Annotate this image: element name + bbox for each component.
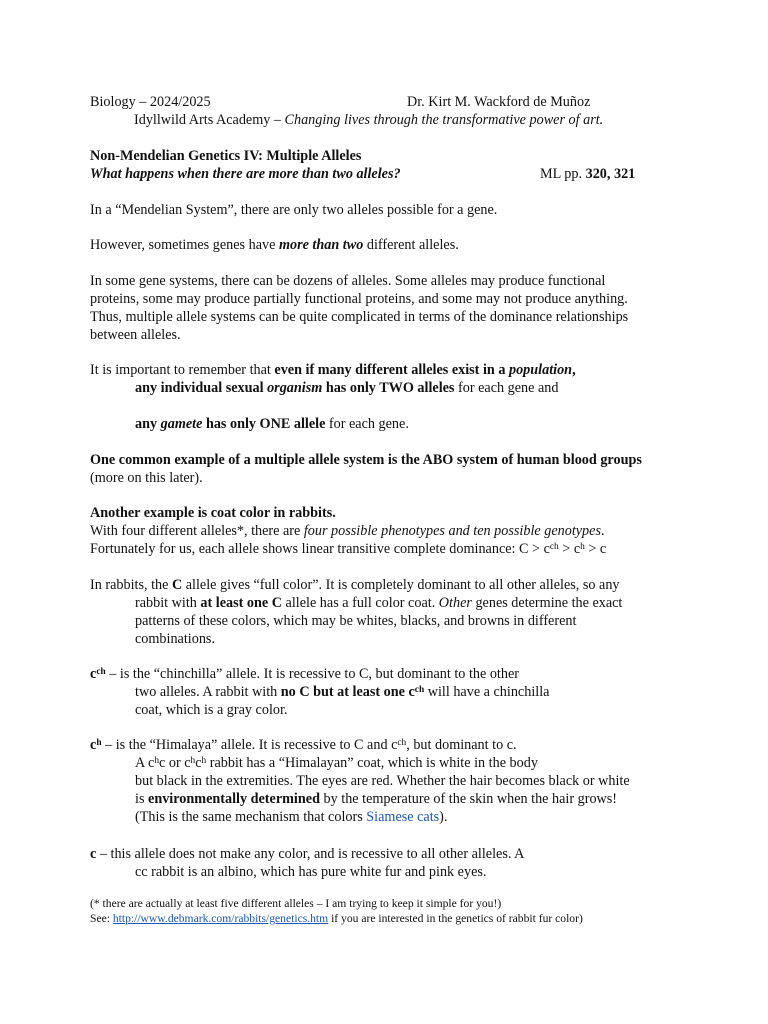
rabbit-line-1: With four different alleles*, there are four possible phenotypes and ten possible genotypes. xyxy=(90,523,605,539)
cch-allele-line-1: $c^{ch}$ – is the “chinchilla” allele. It is recessive to C, but dominant to the other xyxy=(90,666,519,682)
footnote-line-2: See: http://www.debmark.com/rabbits/genetics.htm if you are interested in the genetics of rabbit fur color) xyxy=(90,912,583,925)
siamese-cats-link[interactable]: Siamese cats xyxy=(366,809,440,825)
intro-paragraph-3-line: Thus, multiple allele systems can be quite complicated in terms of the dominance relationships xyxy=(90,309,629,325)
abo-line-2: (more on this later). xyxy=(90,470,203,486)
C-allele-line-2: rabbit with at least one C allele has a full color coat. Other genes determine the exact xyxy=(135,595,623,611)
genetics-link[interactable]: http://www.debmark.com/rabbits/genetics.htm xyxy=(112,912,329,925)
remember-line-3: any gamete has only ONE allele for each gene. xyxy=(135,416,409,432)
cch-allele-line-3: coat, which is a gray color. xyxy=(135,702,288,718)
footnote-line-1: (* there are actually at least five different alleles – I am trying to keep it simple for you!) xyxy=(90,897,502,910)
intro-paragraph-1: In a “Mendelian System”, there are only two alleles possible for a gene. xyxy=(90,202,498,218)
school-line xyxy=(134,111,603,129)
school-motto: Changing lives through the transformative power of art. xyxy=(284,112,604,128)
ch-allele-line-3: but black in the extremities. The eyes are red. Whether the hair becomes black or white xyxy=(135,773,630,789)
cch-allele-line-2: two alleles. A rabbit with no C but at least one $c^{ch}$ will have a chinchilla xyxy=(135,684,550,700)
abo-line-1: One common example of a multiple allele system is the ABO system of human blood groups xyxy=(90,452,642,468)
ch-allele-line-2: A $c^hc$ or $c^hc^h$ rabbit has a “Himalayan” coat, which is white in the body xyxy=(135,755,538,771)
ch-allele-line-5: (This is the same mechanism that colors Siamese cats). xyxy=(135,809,448,825)
teacher-name: Dr. Kirt M. Wackford de Muñoz xyxy=(407,94,591,110)
remember-line-2: any individual sexual organism has only TWO alleles for each gene and xyxy=(135,380,559,396)
remember-line-1: It is important to remember that even if many different alleles exist in a population, xyxy=(90,362,576,378)
intro-paragraph-2: However, sometimes genes have more than two different alleles. xyxy=(90,237,459,253)
rabbit-heading: Another example is coat color in rabbits. xyxy=(90,505,336,521)
C-allele-line-4: combinations. xyxy=(135,631,215,647)
ch-allele-line-1: $c^h$ – is the “Himalaya” allele. It is recessive to C and $c^{ch}$, but dominant to c. xyxy=(90,737,517,753)
c-allele-line-2: cc rabbit is an albino, which has pure white fur and pink eyes. xyxy=(135,864,487,880)
rabbit-dominance-line: Fortunately for us, each allele shows linear transitive complete dominance: $C > c^{ch} > c^h > c$ xyxy=(90,541,607,557)
intro-paragraph-3-line: between alleles. xyxy=(90,327,181,343)
course-label: Biology – 2024/2025 xyxy=(90,94,211,110)
page-reference: ML pp. 320, 321 xyxy=(540,166,636,182)
page-title: Non-Mendelian Genetics IV: Multiple Alleles xyxy=(90,148,362,164)
school-name: Idyllwild Arts Academy – xyxy=(134,112,285,128)
c-allele-line-1: c – this allele does not make any color, and is recessive to all other alleles. A xyxy=(90,846,525,862)
C-allele-line-3: patterns of these colors, which may be whites, blacks, and browns in different xyxy=(135,613,577,629)
page-subtitle: What happens when there are more than two alleles? xyxy=(90,166,401,182)
intro-paragraph-3-line: proteins, some may produce partially functional proteins, and some may not produce anything. xyxy=(90,291,628,307)
C-allele-line-1: In rabbits, the C allele gives “full color”. It is completely dominant to all other alleles, so any xyxy=(90,577,620,593)
ch-allele-line-4: is environmentally determined by the temperature of the skin when the hair grows! xyxy=(135,791,618,807)
intro-paragraph-3-line: In some gene systems, there can be dozens of alleles. Some alleles may produce functional xyxy=(90,273,606,289)
